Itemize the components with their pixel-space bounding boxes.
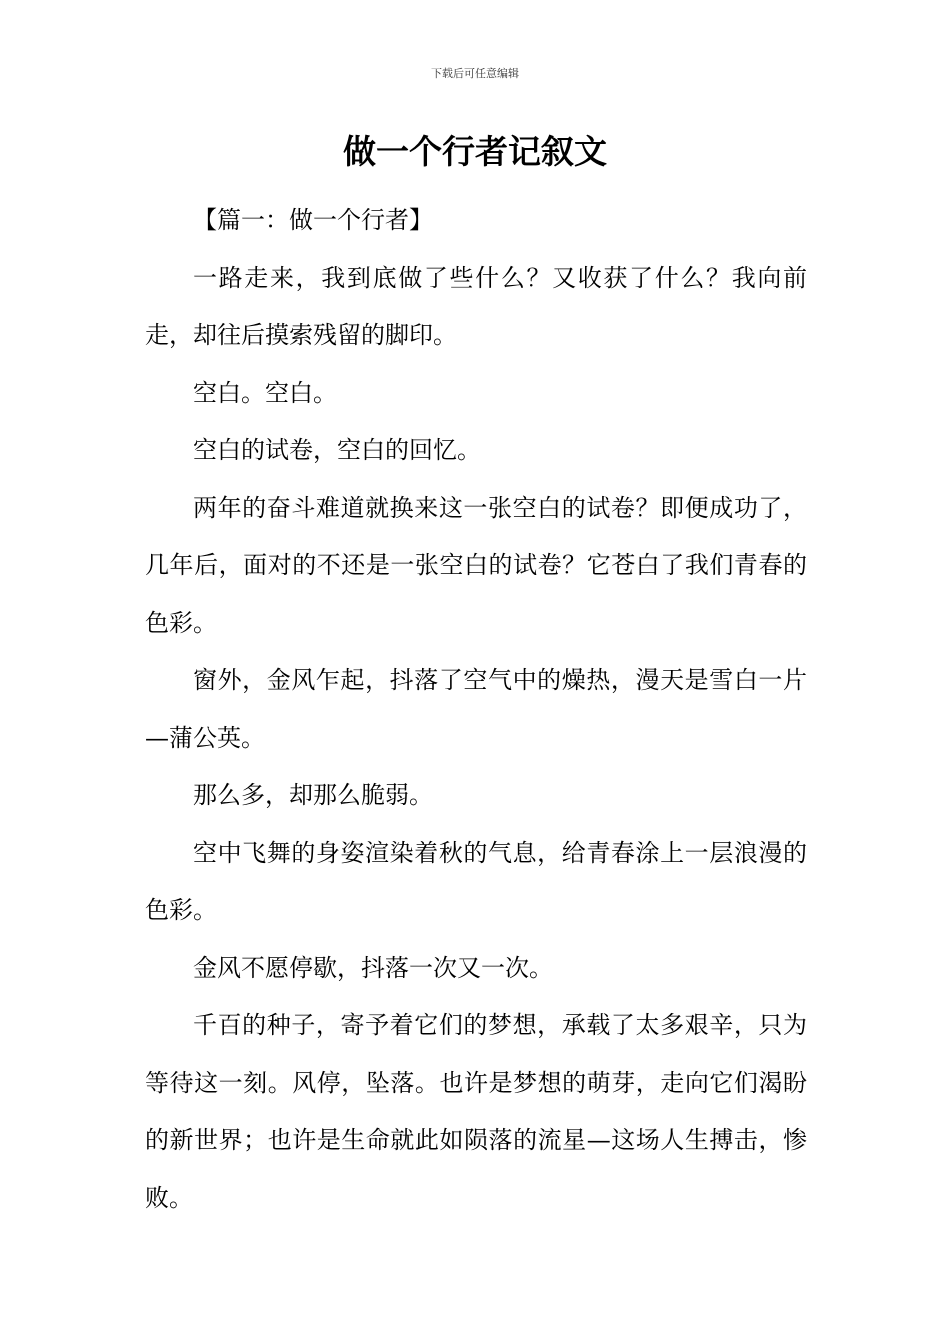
paragraph: 空白的试卷，空白的回忆。 <box>193 436 481 464</box>
document-title: 做一个行者记叙文 <box>343 132 607 171</box>
paragraph: 两年的奋斗难道就换来这一张空白的试卷？即便成功了，几年后，面对的不还是一张空白的试卷？它苍白了我们青春的色彩。 <box>145 493 807 637</box>
document-body <box>145 192 807 1227</box>
paragraph: 金风不愿停歇，抖落一次又一次。 <box>193 953 553 982</box>
header-note: 下载后可任意编辑 <box>431 67 519 80</box>
paragraph: 空中飞舞的身姿渲染着秋的气息，给青春涂上一层浪漫的色彩。 <box>145 838 807 924</box>
section-heading: 【篇一：做一个行者】 <box>193 206 433 234</box>
paragraph: 一路走来，我到底做了些什么？又收获了什么？我向前走，却往后摸索残留的脚印。 <box>145 263 807 349</box>
paragraph: 那么多，却那么脆弱。 <box>193 781 433 809</box>
paragraph: 空白。空白。 <box>193 378 337 407</box>
paragraph: 窗外，金风乍起，抖落了空气中的燥热，漫天是雪白一片—蒲公英。 <box>145 666 807 752</box>
paragraph: 千百的种子，寄予着它们的梦想，承载了太多艰辛，只为等待这一刻。风停，坠落。也许是梦想的萌芽，走向它们渴盼的新世界；也许是生命就此如陨落的流星—这场人生搏击，惨败。 <box>145 1011 807 1212</box>
